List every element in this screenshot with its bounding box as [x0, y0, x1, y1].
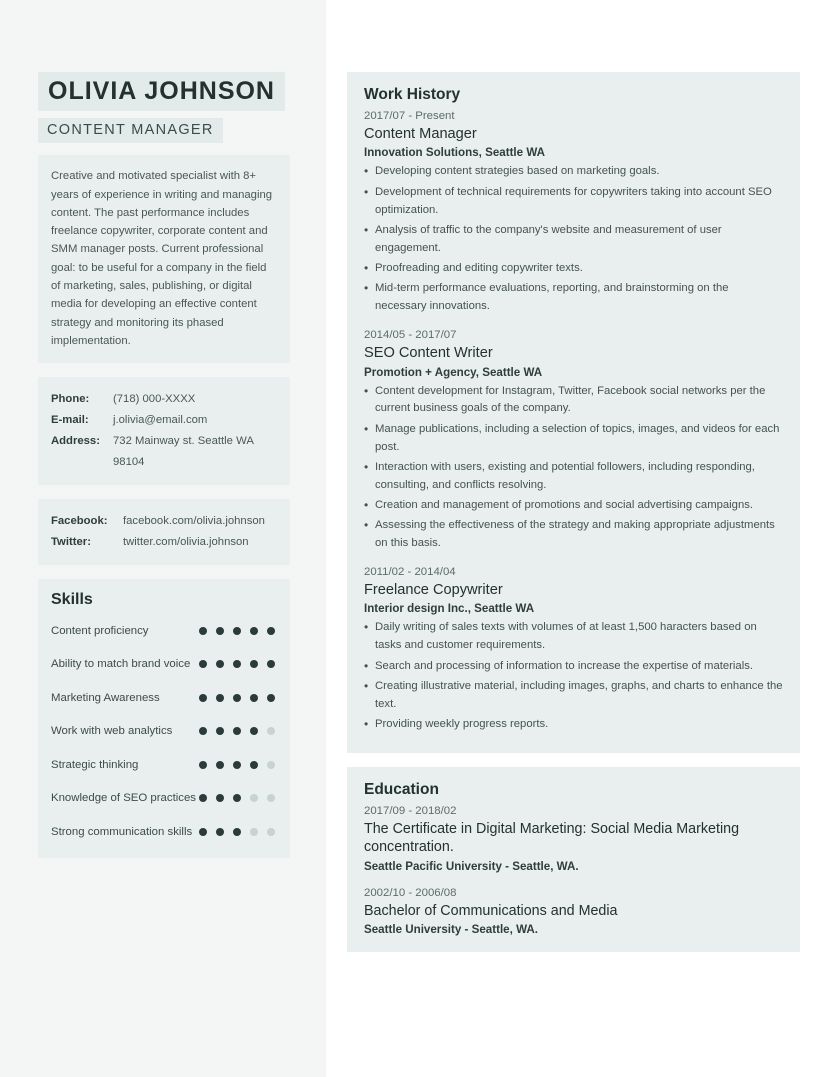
list-item: • Proofreading and editing copywriter texts.: [364, 260, 783, 278]
list-item: • Content development for Instagram, Twitter, Facebook social networks per the current business goals of the company.: [364, 383, 783, 419]
entry-role: Content Manager: [364, 126, 477, 142]
skill-label: Content proficiency: [51, 624, 149, 637]
list-item: • Development of technical requirements for copywriters taking into account SEO optimization.: [364, 184, 783, 220]
skill-row: [51, 690, 277, 707]
skill-rating: [199, 727, 277, 735]
contact-row: [51, 431, 277, 473]
degree-title: The Certificate in Digital Marketing: Social Media Marketing concentration.: [364, 820, 740, 856]
list-item: • Analysis of traffic to the company's website and measurement of user engagement.: [364, 222, 783, 258]
rating-dot: [199, 627, 207, 635]
work-entry: [364, 329, 783, 553]
education-entry: [364, 887, 783, 937]
rating-dot: [199, 694, 207, 702]
contact-value-email[interactable]: j.olivia@email.com: [113, 414, 208, 427]
skill-rating: [199, 828, 277, 836]
skill-label: Knowledge of SEO practices: [51, 792, 196, 805]
section-heading-work-history: Work History: [364, 86, 461, 103]
list-item: • Mid-term performance evaluations, reporting, and brainstorming on the necessary innovations.: [364, 280, 783, 316]
entry-role: SEO Content Writer: [364, 345, 493, 362]
list-item: • Search and processing of information to increase the expertise of materials.: [364, 658, 783, 676]
skill-label: Strategic thinking: [51, 758, 139, 771]
rating-dot: [233, 727, 241, 735]
skill-row: [51, 723, 277, 740]
contact-value-phone: (718) 000-XXXX: [113, 393, 196, 406]
list-item: • Creating illustrative material, including images, graphs, and charts to enhance the text.: [364, 678, 783, 714]
rating-dot: [250, 761, 258, 769]
education-section: [347, 767, 800, 953]
rating-dot: [233, 660, 241, 668]
degree-title: Bachelor of Communications and Media: [364, 902, 618, 919]
skill-rating: [199, 761, 277, 769]
rating-dot: [216, 660, 224, 668]
skill-row: [51, 656, 277, 673]
social-value-facebook[interactable]: facebook.com/olivia.johnson: [123, 514, 265, 527]
rating-dot-empty: [267, 727, 275, 735]
list-item: • Interaction with users, existing and potential followers, including responding, consulting, and conflicts resolving.: [364, 459, 783, 495]
candidate-title-block: [38, 118, 223, 143]
skill-label: Marketing Awareness: [51, 691, 160, 704]
rating-dot: [216, 828, 224, 836]
entry-organization: Interior design Inc., Seattle WA: [364, 602, 535, 616]
entry-organization: Promotion + Agency, Seattle WA: [364, 365, 543, 379]
rating-dot-empty: [267, 828, 275, 836]
entry-bullets: [364, 383, 783, 554]
rating-dot: [199, 761, 207, 769]
contact-label: Phone:: [51, 393, 90, 406]
rating-dot: [250, 727, 258, 735]
work-entry: [364, 566, 783, 734]
social-row: [51, 511, 277, 532]
skill-row: [51, 623, 277, 640]
skill-label: Strong communication skills: [51, 825, 193, 838]
rating-dot-empty: [267, 761, 275, 769]
entry-role: Freelance Copywriter: [364, 582, 503, 599]
contact-value-address: 732 Mainway st. Seattle WA 98104: [113, 435, 254, 468]
social-row: [51, 532, 277, 553]
skill-label: Work with web analytics: [51, 725, 173, 738]
skill-rating: [199, 694, 277, 702]
job-title: CONTENT MANAGER: [47, 122, 214, 139]
rating-dot: [199, 660, 207, 668]
rating-dot: [250, 660, 258, 668]
list-item: • Providing weekly progress reports.: [364, 716, 783, 734]
skill-label: Ability to match brand voice: [51, 658, 191, 671]
skill-row: [51, 757, 277, 774]
entry-organization: Innovation Solutions, Seattle WA: [364, 146, 545, 160]
contact-label: Address:: [51, 435, 100, 447]
contact-row: [51, 410, 277, 431]
entry-date: 2011/02 - 2014/04: [364, 566, 456, 579]
page-title: OLIVIA JOHNSON: [48, 77, 275, 105]
rating-dot: [267, 660, 275, 668]
resume-main: [326, 0, 837, 1077]
rating-dot: [233, 794, 241, 802]
list-item: • Assessing the effectiveness of the strategy and making appropriate adjustments on this basis.: [364, 517, 783, 553]
rating-dot: [233, 828, 241, 836]
list-item: • Developing content strategies based on marketing goals.: [364, 163, 783, 181]
rating-dot: [250, 694, 258, 702]
rating-dot: [267, 627, 275, 635]
entry-date: 2017/07 - Present: [364, 110, 455, 122]
summary-section: Creative and motivated specialist with 8+ years of experience in writing and managing content. The past performance includes freelance copywriter, corporate content and SMM manager posts. Current professional goal: to be useful for a company in the field of marketing, sales, publishing, or digital media for developing an effective content strategy and monitoring its phased implementation.: [38, 155, 290, 363]
skill-row: [51, 824, 277, 841]
social-label: Twitter:: [51, 535, 91, 548]
work-history-section: [347, 72, 800, 753]
rating-dot-empty: [250, 794, 258, 802]
skills-heading: Skills: [51, 590, 93, 608]
rating-dot: [233, 761, 241, 769]
rating-dot: [233, 694, 241, 702]
list-item: • Creation and management of promotions and social advertising campaigns.: [364, 497, 783, 515]
skill-rating: [199, 794, 277, 802]
rating-dot-empty: [250, 828, 258, 836]
contact-label: E-mail:: [51, 414, 89, 427]
school-name: Seattle University - Seattle, WA.: [364, 923, 538, 937]
skills-section: [38, 579, 290, 859]
entry-date: 2017/09 - 2018/02: [364, 804, 457, 817]
rating-dot: [199, 727, 207, 735]
list-item: • Manage publications, including a selection of topics, images, and videos for each post.: [364, 421, 783, 457]
education-entry: [364, 805, 783, 873]
candidate-name-block: [38, 72, 285, 111]
school-name: Seattle Pacific University - Seattle, WA.: [364, 859, 579, 873]
entry-bullets: [364, 163, 783, 316]
list-item: • Daily writing of sales texts with volumes of at least 1,500 haracters based on tasks and customer requirements.: [364, 619, 783, 655]
rating-dot: [233, 627, 241, 635]
entry-bullets: [364, 619, 783, 734]
entry-date: 2002/10 - 2006/08: [364, 886, 457, 899]
rating-dot: [250, 627, 258, 635]
rating-dot: [216, 694, 224, 702]
social-section: [38, 499, 290, 565]
skill-rating: [199, 627, 277, 635]
skill-rating: [199, 660, 277, 668]
contact-row: [51, 389, 277, 410]
social-value-twitter[interactable]: twitter.com/olivia.johnson: [123, 535, 249, 548]
entry-date: 2014/05 - 2017/07: [364, 329, 457, 342]
rating-dot: [216, 761, 224, 769]
rating-dot: [216, 794, 224, 802]
skill-row: [51, 790, 277, 807]
social-label: Facebook:: [51, 514, 108, 527]
rating-dot: [267, 694, 275, 702]
contact-section: [38, 377, 290, 485]
rating-dot: [216, 627, 224, 635]
section-heading-education: Education: [364, 780, 439, 798]
work-entry: [364, 110, 783, 316]
rating-dot: [199, 828, 207, 836]
rating-dot: [199, 794, 207, 802]
rating-dot: [216, 727, 224, 735]
rating-dot-empty: [267, 794, 275, 802]
resume-sidebar: [0, 0, 326, 1077]
